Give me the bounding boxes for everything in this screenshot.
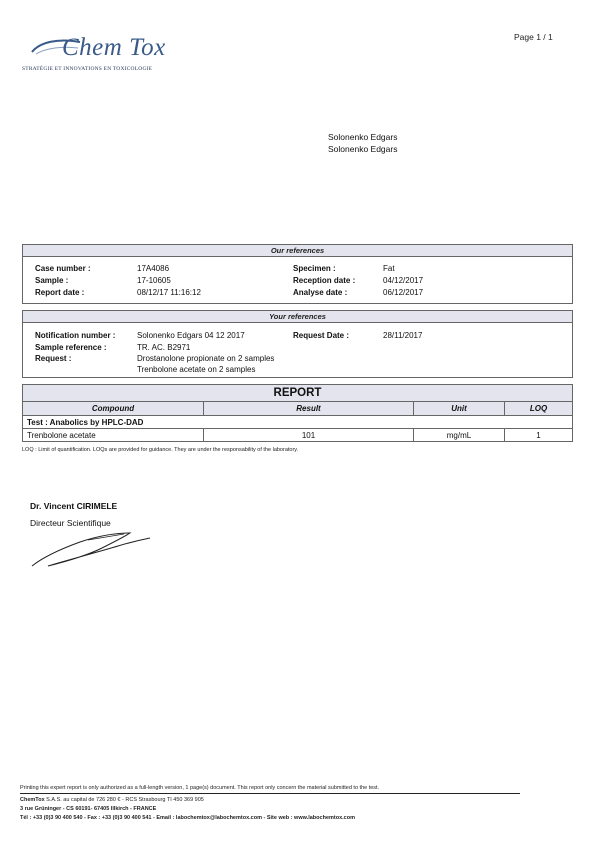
logo-tagline: STRATÉGIE ET INNOVATIONS EN TOXICOLOGIE xyxy=(22,66,153,72)
reception-date-value: 04/12/2017 xyxy=(383,276,424,285)
test-row xyxy=(23,416,573,429)
footer-company xyxy=(20,797,204,803)
sample-reference-value: TR. AC. B2971 xyxy=(137,343,191,352)
report-table-header xyxy=(23,402,573,416)
handwritten-signature xyxy=(28,528,153,573)
request-label: Request : xyxy=(35,354,72,363)
report-title: REPORT xyxy=(22,384,573,402)
signatory-name: Dr. Vincent CIRIMELE xyxy=(30,501,118,511)
footer-company-name: ChemTox xyxy=(20,797,45,803)
footer-address: 3 rue Grüninger - CS 60191- 67405 Illkirch - FRANCE xyxy=(20,806,157,812)
column-compound: Compound xyxy=(23,402,204,416)
case-number-value: 17A4086 xyxy=(137,264,170,273)
sample-reference-label: Sample reference : xyxy=(35,343,107,352)
test-label: Test : Anabolics by HPLC-DAD xyxy=(23,416,573,429)
footer-company-details: S.A.S. au capital de 726 280 € - RCS Strasbourg TI 450 369 905 xyxy=(44,797,204,803)
notification-number-value: Solonenko Edgars 04 12 2017 xyxy=(137,331,245,340)
request-line-1: Drostanolone propionate on 2 samples xyxy=(137,354,275,363)
request-line-2: Trenbolone acetate on 2 samples xyxy=(137,365,256,374)
our-references-title: Our references xyxy=(23,245,572,257)
notification-number-label: Notification number : xyxy=(35,331,116,340)
footer-disclaimer: Printing this expert report is only authorized as a full-length version, 1 page(s) document. This report only concern the material submitted to the test. xyxy=(20,785,380,791)
recipient-line-2: Solonenko Edgars xyxy=(328,144,398,154)
analyse-date-label: Analyse date : xyxy=(293,288,348,297)
column-unit: Unit xyxy=(414,402,505,416)
request-date-value: 28/11/2017 xyxy=(383,331,423,340)
table-row xyxy=(23,429,573,442)
case-number-label: Case number : xyxy=(35,264,91,273)
report-date-label: Report date : xyxy=(35,288,85,297)
signatory-title: Directeur Scientifique xyxy=(30,518,111,528)
footer-contact: Tél : +33 (0)3 90 400 540 - Fax : +33 (0)3 90 400 541 - Email : labochemtox@labochemtox.com - Site web : www.labochemtox.com xyxy=(20,815,355,821)
company-logo xyxy=(22,30,197,74)
your-references-box xyxy=(22,310,573,378)
report-date-value: 08/12/17 11:16:12 xyxy=(137,288,201,297)
result-cell: 101 xyxy=(204,429,414,442)
our-references-box xyxy=(22,244,573,304)
request-date-label: Request Date : xyxy=(293,331,350,340)
specimen-label: Specimen : xyxy=(293,264,336,273)
page-number: Page 1 / 1 xyxy=(514,32,553,42)
reception-date-label: Reception date : xyxy=(293,276,356,285)
loq-note: LOQ : Limit of quantification. LOQs are provided for guidance. They are under the responsability of the laboratory. xyxy=(22,447,299,453)
your-references-title: Your references xyxy=(23,311,572,323)
recipient-line-1: Solonenko Edgars xyxy=(328,132,398,142)
sample-label: Sample : xyxy=(35,276,69,285)
specimen-value: Fat xyxy=(383,264,395,273)
report-table xyxy=(22,401,573,442)
column-result: Result xyxy=(204,402,414,416)
sample-value: 17-10605 xyxy=(137,276,171,285)
analyse-date-value: 06/12/2017 xyxy=(383,288,424,297)
column-loq: LOQ xyxy=(505,402,573,416)
loq-cell: 1 xyxy=(505,429,573,442)
unit-cell: mg/mL xyxy=(414,429,505,442)
recipient-address xyxy=(328,131,397,155)
compound-cell: Trenbolone acetate xyxy=(23,429,204,442)
logo-text: Chem Tox xyxy=(62,34,166,61)
footer-divider xyxy=(20,793,520,794)
